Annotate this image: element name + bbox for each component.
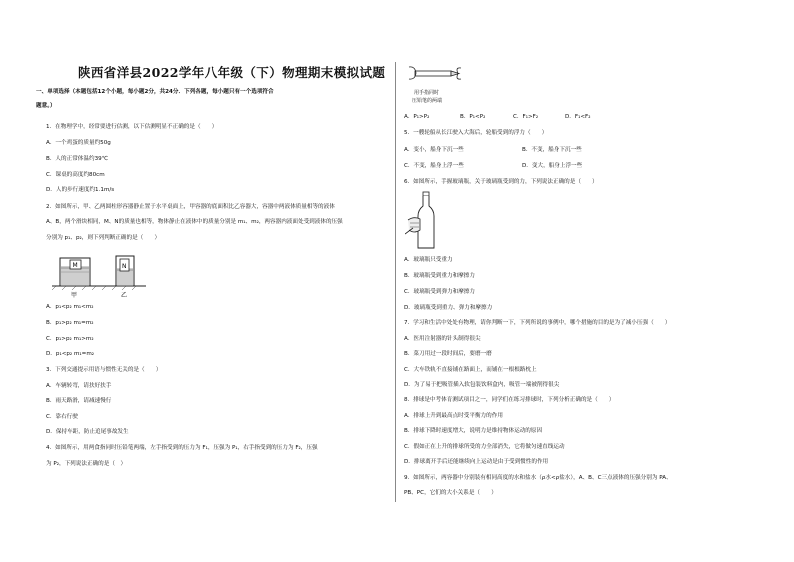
- q8-option-d: D．排球离开手后还能继续向上运动是由于受到惯性的作用: [404, 459, 549, 465]
- q6-option-b: B．玻璃瓶受到重力和摩擦力: [404, 273, 475, 279]
- q8-option-b: B．排球下降时速度增大，说明力是维持物体运动的原因: [404, 428, 543, 434]
- q9-stem-line2: PB、PC，它们的大小关系是（ ）: [404, 490, 497, 496]
- label-n: N: [122, 263, 127, 270]
- q5-option-b: B．不变，船身下沉一些: [522, 147, 582, 153]
- q4-figure-caption-1: 用手指同时: [414, 90, 440, 96]
- q3-option-a: A．车辆转弯，请扶好扶手: [46, 383, 112, 389]
- q2-option-d: D．p₁<p₂ m₁=m₂: [46, 351, 95, 357]
- section-heading: 一、单项选择（本题包括12个小题，每小题2分，共24分．下列各题，每小题只有一个选项符合: [36, 89, 274, 95]
- q5-option-d: D．变大，船身上浮一些: [522, 163, 583, 169]
- q7-option-a: A．医用注射器的针头制得很尖: [404, 336, 481, 342]
- label-jia: 甲: [71, 292, 78, 299]
- q6-option-c: C．玻璃瓶受到弹力和摩擦力: [404, 289, 476, 295]
- q1-option-c: C．课桌的高度约80cm: [46, 172, 105, 178]
- label-m: M: [72, 262, 78, 269]
- q2-option-c: C．p₁>p₂ m₁>m₂: [46, 336, 94, 342]
- q8-stem: 8．排球是中考体育测试项目之一，同学们在练习排球时，下列分析正确的是（ ）: [404, 397, 615, 403]
- q3-option-c: C．靠右行驶: [46, 414, 78, 420]
- q1-stem: 1．在物理学中，经常要进行估测，以下估测明显不正确的是（ ）: [46, 124, 218, 130]
- q3-stem: 3．下列交通提示用语与惯性无关的是（ ）: [46, 367, 162, 373]
- label-yi: 乙: [121, 292, 128, 299]
- q7-option-c: C．大车铁轨不直接铺在路面上，而铺在一根根路枕上: [404, 367, 537, 373]
- q5-option-c: C．不变，船身上浮一些: [404, 163, 464, 169]
- q6-option-a: A．玻璃瓶只受重力: [404, 257, 453, 263]
- q2-stem-line2: A、B，两个滑块相同，M、N的质量也相等，物体静止在液体中的质量分别是 m₁、m₂，两容器内液面处受到液体的压强: [46, 219, 343, 225]
- q4-option-b: B．P₁<P₂: [460, 114, 486, 120]
- section-heading-cont: 题意。）: [36, 103, 56, 109]
- q2-option-a: A．p₁<p₂ m₁<m₂: [46, 304, 94, 310]
- q5-option-a: A．变小，船身下沉一些: [404, 147, 464, 153]
- q6-bottle-figure: [405, 190, 441, 252]
- q1-option-a: A．一个鸡蛋的质量约50g: [46, 140, 111, 146]
- q8-option-a: A．排球上升到最高点时受平衡力的作用: [404, 413, 503, 419]
- q4-figure-caption-2: 压铅笔的两端: [412, 98, 443, 104]
- q4-stem-line2: 为 P₂，下列说法正确的是（ ）: [46, 461, 127, 467]
- q7-stem: 7．学习和生活中处处有物理，请你判断一下，下列所说的事例中，哪个措施的目的是为了减小压强（ ）: [404, 320, 671, 326]
- q2-stem-line3: 分别为 p₁、p₂，则下列判断正确的是（ ）: [46, 235, 161, 241]
- q3-option-b: B．雨天路滑，请减速慢行: [46, 398, 112, 404]
- q9-stem-line1: 9．如图所示，两容器中分别装有相同高度的水和盐水（ρ水<ρ盐水），A、B、C三点液体的压强分别为 PA、: [404, 475, 672, 481]
- q6-option-d: D．玻璃瓶受到重力、弹力和摩擦力: [404, 305, 493, 311]
- q1-option-b: B．人的正常体温约39℃: [46, 156, 108, 162]
- q4-option-d: D．F₁<F₂: [565, 114, 591, 120]
- q7-option-b: B．菜刀用过一段时间后，要磨一磨: [404, 351, 492, 357]
- q8-option-c: C．假如正在上升的排球所受的力全部消失，它将做匀速直线运动: [404, 444, 565, 450]
- q4-pencil-figure: [407, 62, 463, 84]
- q5-stem: 5．一艘轮船从长江驶入大海后，轮船受到的浮力（ ）: [404, 130, 548, 136]
- q3-option-d: D．保持车距，防止追尾事故发生: [46, 429, 129, 435]
- q1-option-d: D．人的步行速度约1.1m/s: [46, 187, 115, 193]
- q2-stem-line1: 2．如图所示，甲、乙两圆柱形容器静止置于水平桌面上，甲容器的底面积比乙容器大，容器中两液体质量相等的液体: [46, 204, 335, 210]
- q4-stem-line1: 4．如图所示，用两食指同时压铅笔两端，左手指受到的压力为 F₁，压强为 P₁，右手指受到的压力为 F₂，压强: [46, 445, 318, 451]
- q4-option-a: A．P₁>P₂: [404, 114, 430, 120]
- column-divider: [395, 62, 396, 502]
- q7-option-d: D．为了易于把吸管插入软包装饮料盒内，吸管一端被削得很尖: [404, 382, 560, 388]
- q2-option-b: B．p₁>p₂ m₁=m₂: [46, 320, 94, 326]
- page-title: 陕西省洋县2022学年八年级（下）物理期末模拟试题: [78, 65, 386, 80]
- q2-container-figure: [50, 250, 150, 300]
- q4-option-c: C．F₁>F₂: [513, 114, 539, 120]
- q6-stem: 6．如图所示，手握玻璃瓶，关于玻璃瓶受到的力，下列说法正确的是（ ）: [404, 179, 598, 185]
